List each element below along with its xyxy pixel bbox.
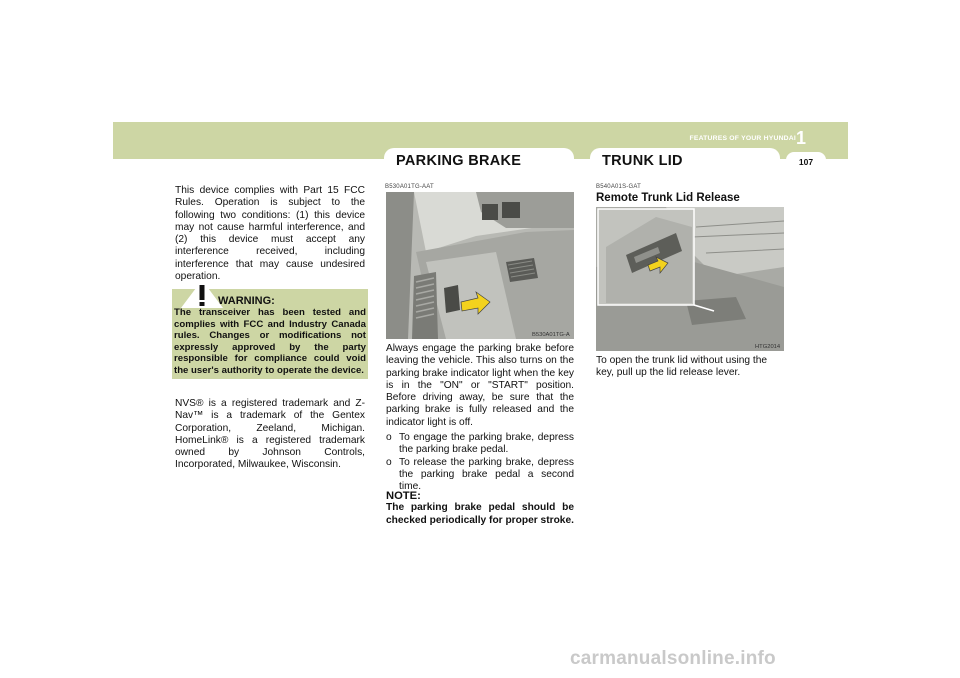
warning-text: The transceiver has been tested and complies with FCC and Industry Canada rules. Changes or modifications not expressly approved by the party responsible for compliance could void the user's authority to operate the device. (174, 307, 366, 376)
list-item (386, 457, 574, 494)
parking-brake-steps (386, 432, 574, 493)
chapter-number: 1 (796, 128, 807, 148)
section-title-parking-brake: PARKING BRAKE (396, 153, 522, 169)
note-text: The parking brake pedal should be checked periodically for proper stroke. (386, 502, 574, 526)
trunk-release-figure (596, 207, 784, 351)
bullet-marker: o (386, 432, 392, 443)
parking-brake-figure-caption: B530A01TG-A (532, 332, 570, 338)
trunk-lid-subtitle: Remote Trunk Lid Release (596, 192, 740, 204)
parking-brake-code: B530A01TG-AAT (385, 184, 434, 190)
parking-brake-paragraph: Always engage the parking brake before leaving the vehicle. This also turns on the parking brake indicator light when the key is in the "ON" or "START" position. Before driving away, be sure that the parking brake is fully released and the indicator light is off. (386, 343, 574, 428)
chapter-title: FEATURES OF YOUR HYUNDAI (689, 135, 796, 142)
trunk-lid-paragraph: To open the trunk lid without using the key, pull up the lid release lever. (596, 355, 768, 379)
note-title: NOTE: (386, 490, 421, 502)
page-number: 107 (798, 157, 814, 167)
parking-brake-figure (386, 192, 574, 339)
section-title-trunk-lid: TRUNK LID (602, 153, 683, 169)
list-item (386, 432, 574, 457)
trademark-paragraph: NVS® is a registered trademark and Z-Nav™ is a trademark of the Gentex Corporation, Zeeland, Michigan. HomeLink® is a registered trademark owned by Johnson Controls, Incorporated, Milwaukee, Wisconsin. (175, 398, 365, 471)
fcc-paragraph: This device complies with Part 15 FCC Rules. Operation is subject to the following two conditions: (1) this device may not cause harmful interference, and (2) this device must accept any interference received, including interference that may cause undesired operation. (175, 185, 365, 283)
trunk-lid-code: B540A01S-GAT (596, 184, 641, 190)
warning-title: WARNING: (218, 295, 275, 307)
watermark: carmanualsonline.info (570, 648, 776, 669)
step-release: To release the parking brake, depress the parking brake pedal a second time. (399, 456, 574, 493)
bullet-marker: o (386, 456, 392, 468)
step-engage: To engage the parking brake, depress the parking brake pedal. (399, 432, 574, 456)
note-block (386, 490, 574, 527)
trunk-release-figure-caption: HTG2014 (755, 344, 781, 350)
